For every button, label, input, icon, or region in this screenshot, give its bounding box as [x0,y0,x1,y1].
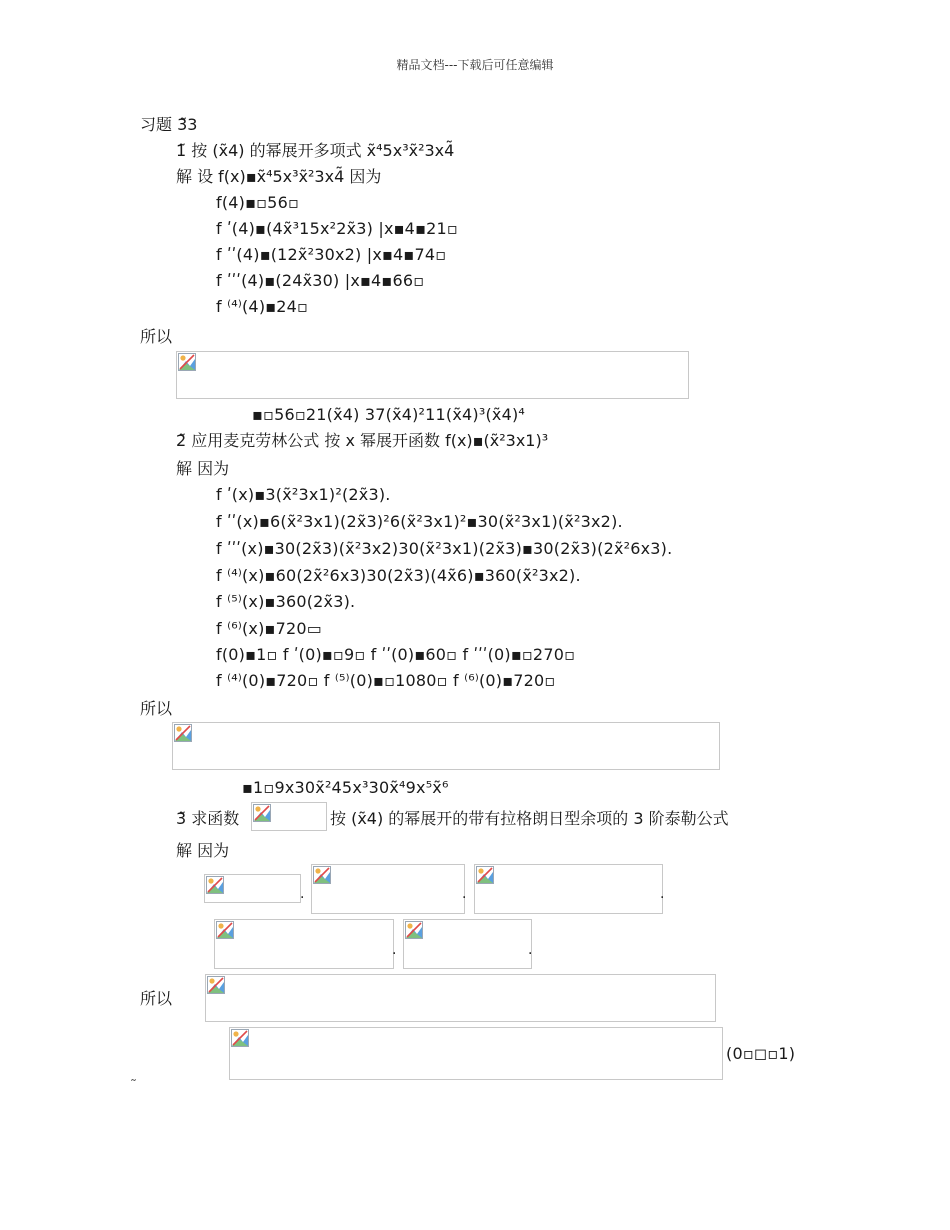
formula-image-6 [474,864,663,914]
problem-1-solution-intro: 解 设 f(x)▪x̃⁴5x³x̃²3x4̃ 因为 [176,167,382,186]
broken-image-icon [405,921,423,939]
problem-2-line-5: f ⁽⁵⁾(x)▪360(2x̃3). [216,592,356,611]
formula-image-5 [311,864,465,914]
problem-2-therefore: 所以 [140,699,173,718]
formula-image-3-inline [251,802,327,831]
problem-2-line-2: f ʹʹ(x)▪6(x̃²3x1)(2x̃3)²6(x̃²3x1)²▪30(x̃²3x1)(x̃²3x2). [216,512,623,531]
formula-image-9 [205,974,716,1022]
broken-image-icon [216,921,234,939]
problem-2-result: ▪1▫9x30x̃²45x³30x̃⁴9x⁵x̃⁶ [242,778,449,797]
broken-image-icon [207,976,225,994]
problem-2-line-8: f ⁽⁴⁾(0)▪720▫ f ⁽⁵⁾(0)▪▫1080▫ f ⁽⁶⁾(0)▪720▫ [216,671,556,690]
broken-image-icon [313,866,331,884]
broken-image-icon [206,876,224,894]
problem-3-solution-intro: 解 因为 [176,841,230,860]
problem-1-line-5: f ⁽⁴⁾(4)▪24▫ [216,297,309,316]
problem-2-line-1: f ʹ(x)▪3(x̃²3x1)²(2x̃3). [216,485,391,504]
section-title: 习题 3̃3 [140,115,198,134]
broken-image-icon [178,353,196,371]
formula-image-10 [229,1027,723,1080]
footer-mark: ˜ [130,1078,137,1094]
problem-3-statement: 按 (x̃4) 的幂展开的带有拉格朗日型余项的 3 阶泰勒公式 [330,809,729,828]
problem-2-line-7: f(0)▪1▫ f ʹ(0)▪▫9▫ f ʹʹ(0)▪60▫ f ʹʹʹ(0)▪▫270▫ [216,645,576,664]
broken-image-icon [253,804,271,822]
problem-2-line-6: f ⁽⁶⁾(x)▪720▭ [216,619,323,638]
problem-1-line-1: f(4)▪▫56▫ [216,193,299,212]
problem-2-statement: 2̃ 应用麦克劳林公式 按 x 幂展开函数 f(x)▪(x̃²3x1)³ [176,431,549,450]
formula-image-4 [204,874,301,903]
problem-1-statement: 1̃ 按 (x̃4) 的幂展开多项式 x̃⁴5x³x̃²3x4̃ [176,141,455,160]
broken-image-icon [174,724,192,742]
formula-image-7 [214,919,394,969]
problem-2-line-3: f ʹʹʹ(x)▪30(2x̃3)(x̃²3x2)30(x̃²3x1)(2x̃3)▪30(2x̃3)(2x̃²6x3). [216,539,673,558]
formula-image-2 [172,722,720,770]
formula-image-8 [403,919,532,969]
problem-3-therefore: 所以 [140,989,173,1008]
problem-3-number: 3̃ 求函数 [176,809,240,828]
broken-image-icon [476,866,494,884]
problem-3-theta-range: (0▫◻▫1) [726,1044,796,1063]
formula-image-1 [176,351,689,399]
problem-1-line-4: f ʹʹʹ(4)▪(24x̃30) |x▪4▪66▫ [216,271,425,290]
problem-1-result: ▪▫56▫21(x̃4) 37(x̃4)²11(x̃4)³(x̃4)⁴ [252,405,526,424]
problem-2-line-4: f ⁽⁴⁾(x)▪60(2x̃²6x3)30(2x̃3)(4x̃6)▪360(x̃²3x2). [216,566,581,585]
problem-1-line-3: f ʹʹ(4)▪(12x̃²30x2) |x▪4▪74▫ [216,245,447,264]
broken-image-icon [231,1029,249,1047]
problem-1-line-2: f ʹ(4)▪(4x̃³15x²2x̃3) |x▪4▪21▫ [216,219,458,238]
problem-1-therefore: 所以 [140,327,173,346]
problem-2-solution-intro: 解 因为 [176,459,230,478]
page-header: 精品文档---下载后可任意编辑 [396,58,554,72]
